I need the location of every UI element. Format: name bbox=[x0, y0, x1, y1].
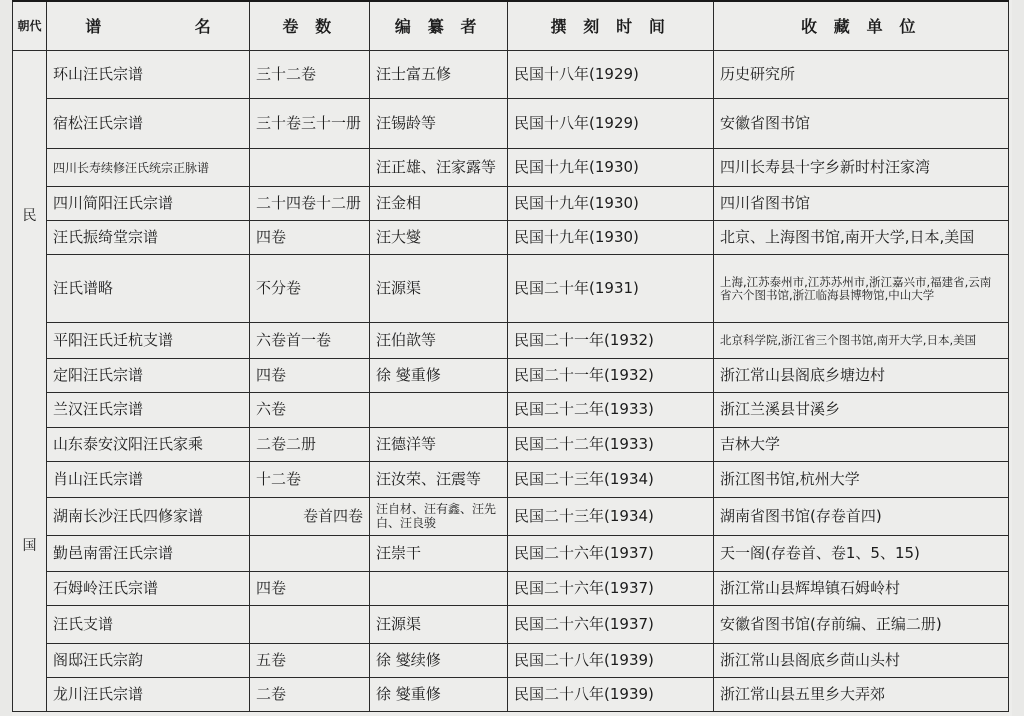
cell-name: 湖南长沙汪氏四修家谱 bbox=[47, 497, 250, 535]
cell-holder: 四川省图书馆 bbox=[714, 187, 1009, 221]
cell-volumes: 十二卷 bbox=[250, 461, 370, 497]
cell-holder: 四川长寿县十字乡新时村汪家湾 bbox=[714, 149, 1009, 187]
cell-holder: 湖南省图书馆(存卷首四) bbox=[714, 497, 1009, 535]
cell-time: 民国二十二年(1933) bbox=[508, 427, 714, 461]
header-era: 朝代 bbox=[13, 1, 47, 51]
cell-time: 民国二十三年(1934) bbox=[508, 497, 714, 535]
cell-compiler: 徐 燮续修 bbox=[370, 643, 508, 677]
cell-volumes: 四卷 bbox=[250, 221, 370, 255]
cell-holder: 浙江图书馆,杭州大学 bbox=[714, 461, 1009, 497]
cell-time: 民国十八年(1929) bbox=[508, 51, 714, 99]
document-page bbox=[12, 0, 1012, 716]
table-header-row bbox=[13, 1, 1009, 51]
cell-holder: 浙江常山县辉埠镇石姆岭村 bbox=[714, 571, 1009, 605]
table-row bbox=[13, 51, 1009, 99]
cell-compiler bbox=[370, 571, 508, 605]
cell-compiler: 汪源渠 bbox=[370, 255, 508, 323]
cell-time: 民国二十六年(1937) bbox=[508, 535, 714, 571]
table-row bbox=[13, 359, 1009, 393]
cell-name: 定阳汪氏宗谱 bbox=[47, 359, 250, 393]
table-row bbox=[13, 571, 1009, 605]
cell-compiler: 汪崇干 bbox=[370, 535, 508, 571]
table-row bbox=[13, 461, 1009, 497]
cell-time: 民国二十八年(1939) bbox=[508, 677, 714, 711]
table-row bbox=[13, 393, 1009, 427]
cell-compiler: 汪汝荣、汪震等 bbox=[370, 461, 508, 497]
cell-name: 肖山汪氏宗谱 bbox=[47, 461, 250, 497]
cell-compiler: 徐 燮重修 bbox=[370, 677, 508, 711]
cell-name: 阁邸汪氏宗韵 bbox=[47, 643, 250, 677]
cell-volumes: 六卷首一卷 bbox=[250, 323, 370, 359]
cell-volumes: 三十二卷 bbox=[250, 51, 370, 99]
header-name-left: 谱 bbox=[85, 16, 102, 36]
table-row bbox=[13, 323, 1009, 359]
header-name bbox=[47, 1, 250, 51]
cell-compiler: 汪源渠 bbox=[370, 605, 508, 643]
cell-name: 龙川汪氏宗谱 bbox=[47, 677, 250, 711]
table-row bbox=[13, 99, 1009, 149]
cell-name: 汪氏支谱 bbox=[47, 605, 250, 643]
cell-time: 民国二十二年(1933) bbox=[508, 393, 714, 427]
cell-time: 民国二十六年(1937) bbox=[508, 571, 714, 605]
cell-compiler: 汪德洋等 bbox=[370, 427, 508, 461]
cell-compiler: 汪正雄、汪家露等 bbox=[370, 149, 508, 187]
cell-time: 民国二十年(1931) bbox=[508, 255, 714, 323]
cell-holder: 安徽省图书馆 bbox=[714, 99, 1009, 149]
cell-compiler: 汪金相 bbox=[370, 187, 508, 221]
cell-volumes: 五卷 bbox=[250, 643, 370, 677]
cell-holder: 北京科学院,浙江省三个图书馆,南开大学,日本,美国 bbox=[714, 323, 1009, 359]
cell-time: 民国二十一年(1932) bbox=[508, 359, 714, 393]
cell-volumes bbox=[250, 149, 370, 187]
era-bottom-char: 国 bbox=[22, 537, 37, 554]
cell-holder: 上海,江苏泰州市,江苏苏州市,浙江嘉兴市,福建省,云南省六个图书馆,浙江临海县博物馆,中山大学 bbox=[714, 255, 1009, 323]
cell-volumes: 卷首四卷 bbox=[250, 497, 370, 535]
table-row bbox=[13, 677, 1009, 711]
cell-name: 汪氏谱略 bbox=[47, 255, 250, 323]
cell-compiler: 徐 燮重修 bbox=[370, 359, 508, 393]
cell-time: 民国二十六年(1937) bbox=[508, 605, 714, 643]
cell-volumes: 四卷 bbox=[250, 571, 370, 605]
table-row bbox=[13, 643, 1009, 677]
cell-time: 民国十九年(1930) bbox=[508, 187, 714, 221]
genealogy-table bbox=[12, 0, 1009, 712]
header-holder: 收 藏 单 位 bbox=[714, 1, 1009, 51]
cell-volumes: 六卷 bbox=[250, 393, 370, 427]
cell-name: 勤邑南雷汪氏宗谱 bbox=[47, 535, 250, 571]
table-row bbox=[13, 221, 1009, 255]
cell-compiler: 汪大燮 bbox=[370, 221, 508, 255]
era-top-char: 民 bbox=[22, 207, 37, 224]
table-row bbox=[13, 255, 1009, 323]
table-row bbox=[13, 149, 1009, 187]
cell-holder: 历史研究所 bbox=[714, 51, 1009, 99]
cell-time: 民国十九年(1930) bbox=[508, 149, 714, 187]
cell-name: 山东泰安汶阳汪氏家乘 bbox=[47, 427, 250, 461]
cell-holder: 北京、上海图书馆,南开大学,日本,美国 bbox=[714, 221, 1009, 255]
cell-volumes: 二十四卷十二册 bbox=[250, 187, 370, 221]
table-row bbox=[13, 497, 1009, 535]
cell-name: 石姆岭汪氏宗谱 bbox=[47, 571, 250, 605]
cell-holder: 天一阁(存卷首、卷1、5、15) bbox=[714, 535, 1009, 571]
cell-compiler: 汪锡龄等 bbox=[370, 99, 508, 149]
cell-volumes bbox=[250, 605, 370, 643]
cell-holder: 安徽省图书馆(存前编、正编二册) bbox=[714, 605, 1009, 643]
cell-name: 平阳汪氏迁杭支谱 bbox=[47, 323, 250, 359]
cell-holder: 吉林大学 bbox=[714, 427, 1009, 461]
cell-holder: 浙江常山县阁底乡茴山头村 bbox=[714, 643, 1009, 677]
table-row bbox=[13, 187, 1009, 221]
cell-compiler: 汪士富五修 bbox=[370, 51, 508, 99]
header-time: 撰 刻 时 间 bbox=[508, 1, 714, 51]
cell-compiler: 汪伯歆等 bbox=[370, 323, 508, 359]
table-row bbox=[13, 605, 1009, 643]
cell-compiler: 汪自材、汪有鑫、汪先白、汪良骏 bbox=[370, 497, 508, 535]
cell-time: 民国二十八年(1939) bbox=[508, 643, 714, 677]
cell-name: 兰汉汪氏宗谱 bbox=[47, 393, 250, 427]
cell-volumes bbox=[250, 535, 370, 571]
cell-holder: 浙江常山县五里乡大弄郊 bbox=[714, 677, 1009, 711]
cell-volumes: 二卷二册 bbox=[250, 427, 370, 461]
era-cell bbox=[13, 51, 47, 712]
cell-holder: 浙江常山县阁底乡塘边村 bbox=[714, 359, 1009, 393]
cell-name: 环山汪氏宗谱 bbox=[47, 51, 250, 99]
cell-volumes: 三十卷三十一册 bbox=[250, 99, 370, 149]
cell-volumes: 二卷 bbox=[250, 677, 370, 711]
header-name-right: 名 bbox=[194, 16, 211, 36]
cell-time: 民国二十一年(1932) bbox=[508, 323, 714, 359]
cell-volumes: 四卷 bbox=[250, 359, 370, 393]
cell-time: 民国十八年(1929) bbox=[508, 99, 714, 149]
cell-name: 汪氏振绮堂宗谱 bbox=[47, 221, 250, 255]
cell-holder: 浙江兰溪县甘溪乡 bbox=[714, 393, 1009, 427]
cell-time: 民国十九年(1930) bbox=[508, 221, 714, 255]
header-volumes: 卷 数 bbox=[250, 1, 370, 51]
cell-name: 四川简阳汪氏宗谱 bbox=[47, 187, 250, 221]
cell-compiler bbox=[370, 393, 508, 427]
cell-name: 宿松汪氏宗谱 bbox=[47, 99, 250, 149]
header-compiler: 编 纂 者 bbox=[370, 1, 508, 51]
table-row bbox=[13, 535, 1009, 571]
cell-name: 四川长寿续修汪氏统宗正脉谱 bbox=[47, 149, 250, 187]
cell-time: 民国二十三年(1934) bbox=[508, 461, 714, 497]
table-row bbox=[13, 427, 1009, 461]
cell-volumes: 不分卷 bbox=[250, 255, 370, 323]
